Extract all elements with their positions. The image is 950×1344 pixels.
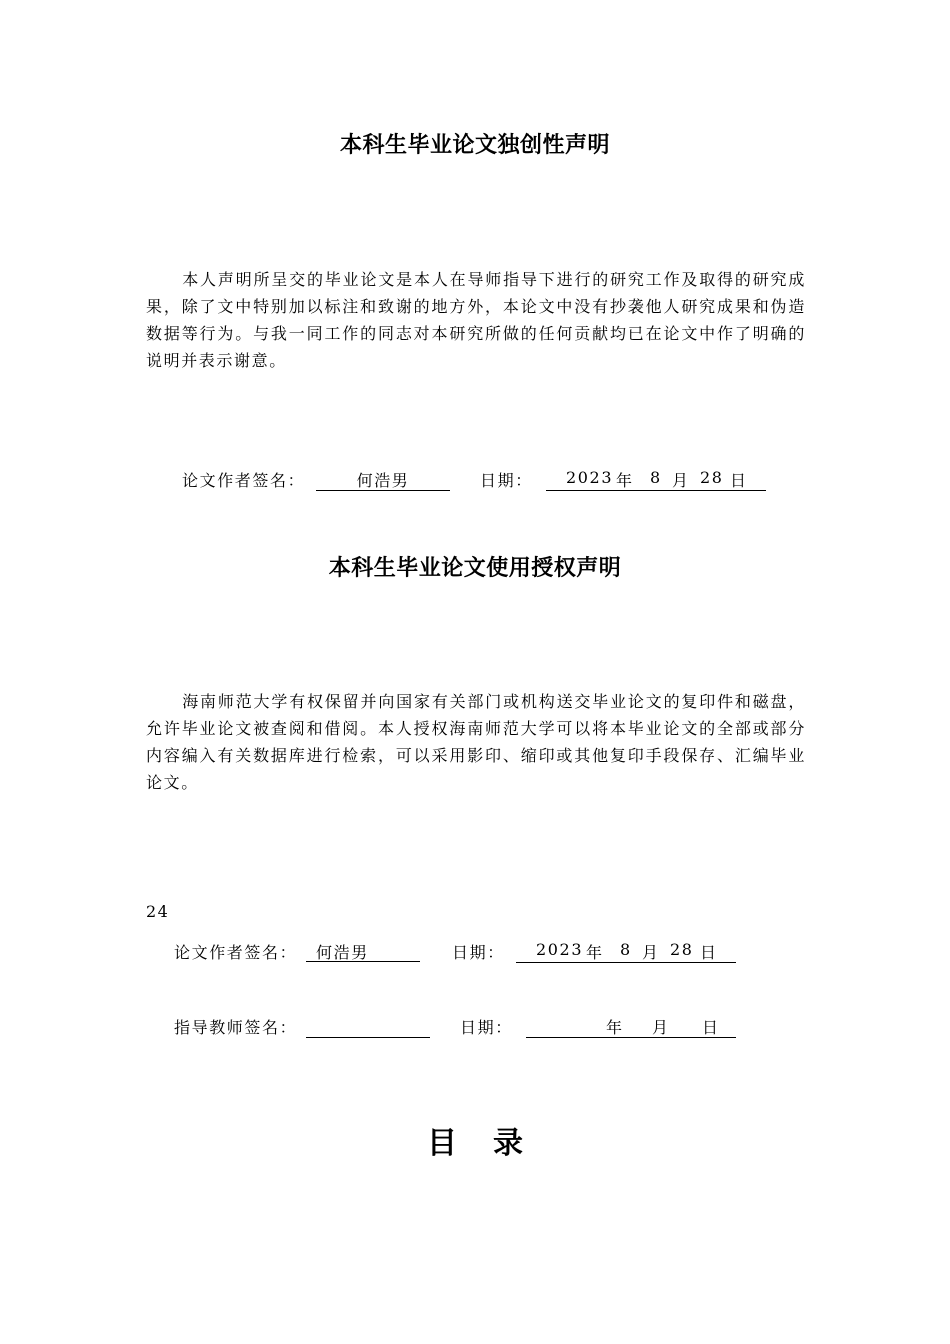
date-year: 2023 <box>566 468 614 487</box>
author-signature-label: 论文作者签名： <box>182 471 306 490</box>
advisor-date-field <box>526 1015 736 1038</box>
author-signature-field: 何浩男 <box>316 468 450 491</box>
table-of-contents-title: 目录 <box>427 1126 559 1161</box>
date-month-unit: 月 <box>652 1018 670 1037</box>
originality-declaration-text: 本人声明所呈交的毕业论文是本人在导师指导下进行的研究工作及取得的研究成果，除了文中特别加以标注和致谢的地方外，本论文中没有抄袭他人研究成果和伪造数据等行为。与我一同工作的同志对本研究所做的任何贡献均已在论文中作了明确的说明并表示谢意。 <box>146 270 806 370</box>
originality-signature-row <box>182 468 782 492</box>
date-label: 日期： <box>452 943 505 962</box>
date-month-unit: 月 <box>642 943 660 962</box>
originality-declaration-body <box>146 266 806 374</box>
date-field <box>516 940 736 963</box>
date-day: 28 <box>700 468 724 487</box>
date-day: 28 <box>670 940 694 959</box>
date-year-unit: 年 <box>606 1018 624 1037</box>
advisor-signature-row <box>174 1015 774 1039</box>
originality-declaration-title: 本科生毕业论文独创性声明 <box>339 133 610 158</box>
date-month: 8 <box>620 940 632 959</box>
author-signature-field: 何浩男 <box>306 940 420 962</box>
date-month-unit: 月 <box>672 471 690 490</box>
authorization-declaration-text: 海南师范大学有权保留并向国家有关部门或机构送交毕业论文的复印件和磁盘，允许毕业论文被查阅和借阅。本人授权海南师范大学可以将本毕业论文的全部或部分内容编入有关数据库进行检索，可以采用影印、缩印或其他复印手段保存、汇编毕业论文。 <box>146 692 806 792</box>
advisor-date-label: 日期： <box>460 1018 513 1037</box>
date-day-unit: 日 <box>702 1018 720 1037</box>
date-label: 日期： <box>480 471 533 490</box>
author-signature-label: 论文作者签名： <box>174 943 298 962</box>
date-year-unit: 年 <box>586 943 604 962</box>
advisor-signature-field <box>306 1015 430 1038</box>
authorization-author-signature-row <box>174 940 774 964</box>
authorization-declaration-body <box>146 688 806 796</box>
page-number: 24 <box>146 902 170 921</box>
authorization-declaration-title: 本科生毕业论文使用授权声明 <box>328 556 622 581</box>
date-year: 2023 <box>536 940 584 959</box>
date-year-unit: 年 <box>616 471 634 490</box>
date-day-unit: 日 <box>730 471 748 490</box>
date-field <box>546 468 766 491</box>
date-day-unit: 日 <box>700 943 718 962</box>
date-month: 8 <box>650 468 662 487</box>
advisor-signature-label: 指导教师签名： <box>174 1018 298 1037</box>
